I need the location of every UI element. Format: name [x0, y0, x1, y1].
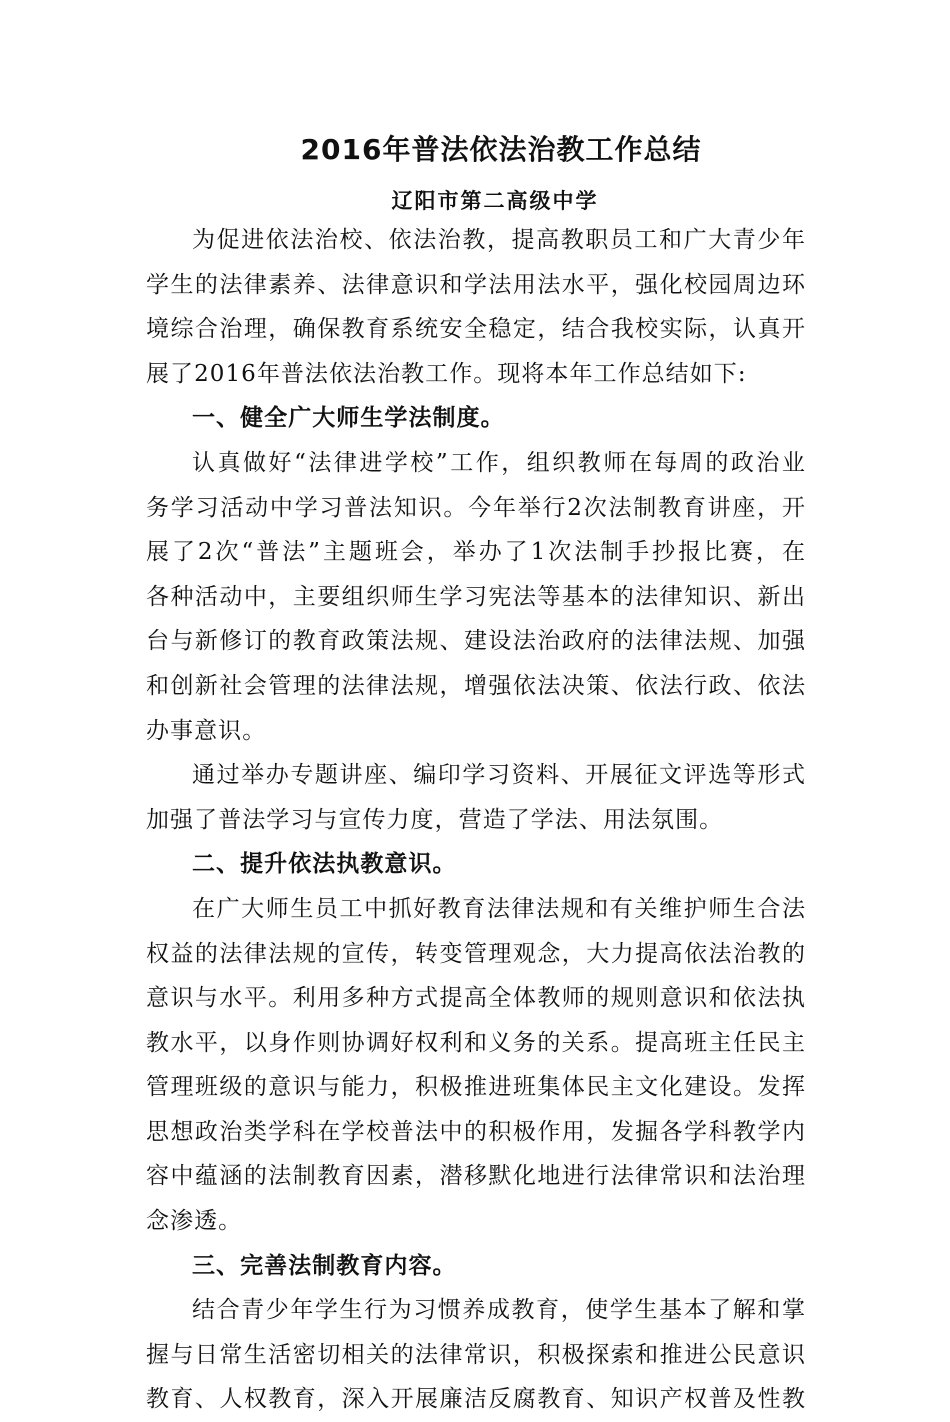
paragraph-line: 各种活动中，主要组织师生学习宪法等基本的法律知识、新出 — [146, 583, 806, 610]
document-title: 2016年普法依法治教工作总结 — [300, 133, 702, 166]
paragraph-line: 为促进依法治校、依法治教，提高教职员工和广大青少年 — [192, 227, 806, 253]
paragraph-line: 展了2016年普法依法治教工作。现将本年工作总结如下: — [146, 360, 747, 387]
section-heading: 一、健全广大师生学法制度。 — [192, 404, 505, 432]
paragraph-line: 容中蕴涵的法制教育因素，潜移默化地进行法律常识和法治理 — [146, 1163, 806, 1190]
paragraph-line: 加强了普法学习与宣传力度，营造了学法、用法氛围。 — [146, 806, 724, 833]
paragraph-line: 通过举办专题讲座、编印学习资料、开展征文评选等形式 — [192, 762, 806, 789]
paragraph-line: 认真做好“法律进学校”工作，组织教师在每周的政治业 — [192, 449, 806, 476]
paragraph-line: 教育、人权教育，深入开展廉洁反腐教育、知识产权普及性教 — [146, 1386, 806, 1413]
paragraph-line: 展了2次“普法”主题班会，举办了1次法制手抄报比赛，在 — [146, 539, 806, 566]
paragraph-line: 在广大师生员工中抓好教育法律法规和有关维护师生合法 — [192, 895, 806, 922]
paragraph-line: 学生的法律素养、法律意识和学法用法水平，强化校园周边环 — [146, 271, 806, 298]
paragraph-line: 思想政治类学科在学校普法中的积极作用，发掘各学科教学内 — [146, 1118, 806, 1145]
paragraph-line: 权益的法律法规的宣传，转变管理观念，大力提高依法治教的 — [146, 940, 806, 967]
paragraph-line: 教水平，以身作则协调好权利和义务的关系。提高班主任民主 — [146, 1029, 806, 1056]
paragraph-line: 境综合治理，确保教育系统安全稳定，结合我校实际，认真开 — [146, 316, 806, 343]
paragraph-line: 和创新社会管理的法律法规，增强依法决策、依法行政、依法 — [146, 672, 806, 699]
paragraph-line: 意识与水平。利用多种方式提高全体教师的规则意识和依法执 — [146, 985, 806, 1012]
paragraph-line: 台与新修订的教育政策法规、建设法治政府的法律法规、加强 — [146, 628, 806, 655]
school-name: 辽阳市第二高级中学 — [391, 188, 599, 213]
paragraph-line: 握与日常生活密切相关的法律常识，积极探索和推进公民意识 — [146, 1341, 806, 1368]
paragraph-line: 办事意识。 — [146, 717, 267, 744]
section-heading: 三、完善法制教育内容。 — [192, 1251, 457, 1279]
paragraph-line: 念渗透。 — [146, 1208, 243, 1235]
document-body — [146, 218, 806, 1422]
paragraph-line: 结合青少年学生行为习惯养成教育，使学生基本了解和掌 — [192, 1297, 806, 1324]
section-heading: 二、提升依法执教意识。 — [192, 850, 457, 878]
paragraph-line: 管理班级的意识与能力，积极推进班集体民主文化建设。发挥 — [146, 1074, 806, 1101]
paragraph-line: 务学习活动中学习普法知识。今年举行2次法制教育讲座，开 — [146, 494, 806, 521]
